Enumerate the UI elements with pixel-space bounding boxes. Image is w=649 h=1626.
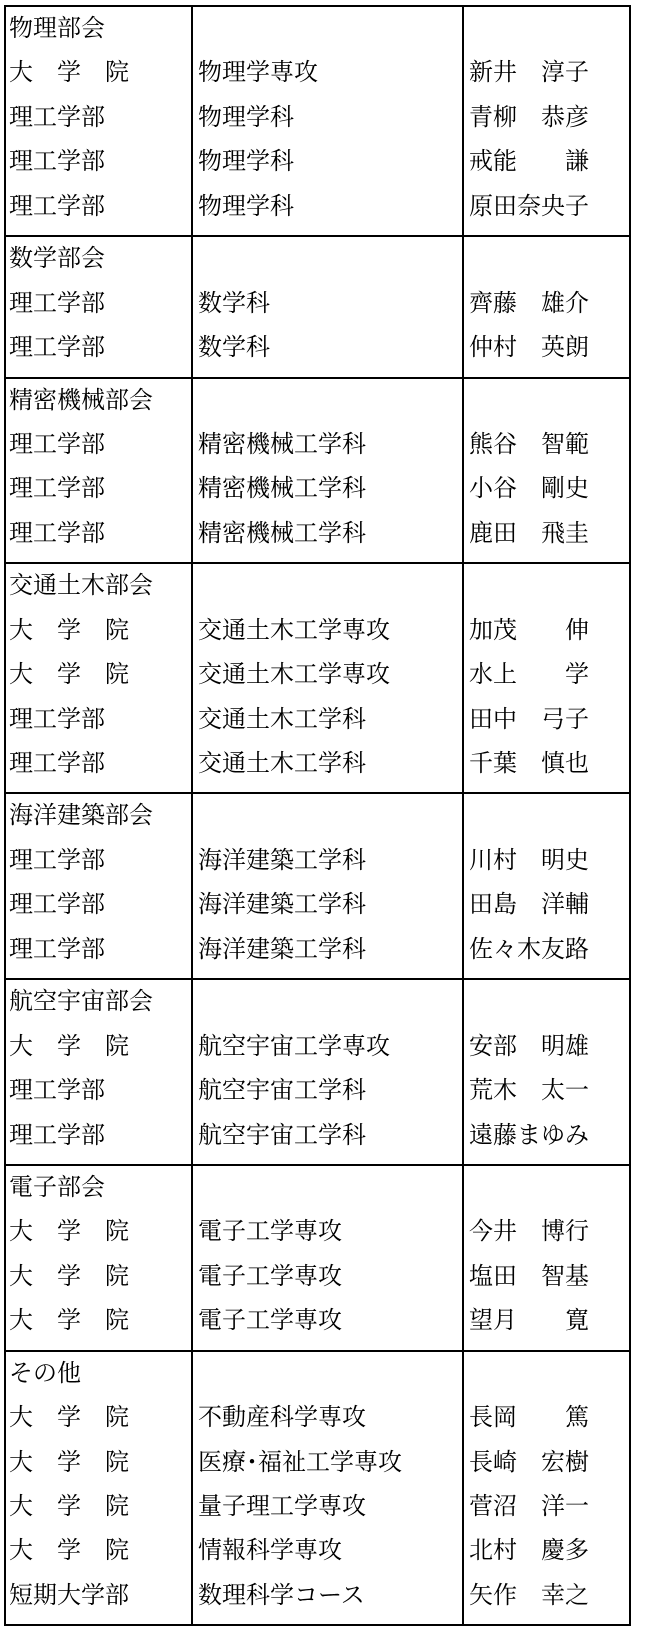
section-heading: 航空宇宙部会 [9, 987, 153, 1016]
member-name-cell: 菅沼 洋一 [469, 1492, 589, 1520]
department-cell: 数学科 [198, 288, 270, 317]
member-name-cell: 鹿田 飛圭 [469, 518, 589, 547]
faculty-column [4, 1352, 191, 1625]
department-column [191, 980, 462, 1164]
member-name-cell: 戒能 謙 [469, 147, 589, 176]
blank-cell [193, 798, 462, 842]
faculty-cell: 大 学 院 [9, 58, 129, 87]
member-name-cell: 望月 寛 [469, 1306, 589, 1335]
department-cell: 数学科 [198, 333, 270, 362]
faculty-cell: 大 学 院 [9, 660, 129, 689]
member-name-cell: 荒木 太一 [469, 1076, 589, 1105]
department-column [191, 1352, 462, 1625]
blank-cell [193, 984, 462, 1028]
member-name-cell: 長岡 篤 [469, 1403, 589, 1432]
faculty-cell: 理工学部 [9, 1120, 105, 1149]
blank-cell [193, 1356, 462, 1400]
blank-cell [193, 11, 462, 55]
member-name-cell: 加茂 伸 [469, 615, 589, 644]
department-cell: 物理学科 [198, 147, 294, 176]
faculty-cell: 大 学 院 [9, 1261, 129, 1290]
name-column [462, 794, 631, 978]
member-name-cell: 矢作 幸之 [469, 1580, 589, 1609]
faculty-cell: 理工学部 [9, 890, 105, 919]
faculty-column [4, 237, 191, 376]
faculty-column [4, 1166, 191, 1350]
faculty-cell: 理工学部 [9, 934, 105, 963]
department-cell: 交通土木工学専攻 [198, 615, 390, 644]
member-name-cell: 北村 慶多 [469, 1536, 589, 1565]
section-block [4, 794, 631, 980]
name-column [462, 1352, 631, 1625]
member-name-cell: 新井 淳子 [469, 58, 589, 87]
blank-cell [464, 383, 629, 427]
department-cell: 物理学専攻 [198, 58, 318, 87]
member-name-cell: 青柳 恭彦 [469, 102, 589, 131]
member-name-cell: 水上 学 [469, 660, 589, 689]
member-table [4, 5, 631, 1626]
department-cell: 海洋建築工学科 [198, 890, 366, 919]
faculty-column [4, 379, 191, 563]
section-heading: 精密機械部会 [9, 385, 153, 414]
section-heading: 電子部会 [9, 1172, 105, 1201]
department-column [191, 1166, 462, 1350]
blank-cell [464, 798, 629, 842]
faculty-cell: 大 学 院 [9, 1306, 129, 1335]
department-cell: 医療･福祉工学専攻 [198, 1447, 402, 1476]
department-cell: 海洋建築工学科 [198, 934, 366, 963]
name-column [462, 379, 631, 563]
section-block [4, 1166, 631, 1352]
member-name-cell: 千葉 慎也 [469, 749, 589, 777]
blank-cell [464, 568, 629, 612]
department-cell: 交通土木工学科 [198, 704, 366, 733]
faculty-column [4, 564, 191, 792]
member-name-cell: 安部 明雄 [469, 1031, 589, 1060]
section-heading: 海洋建築部会 [9, 801, 153, 830]
name-column [462, 980, 631, 1164]
department-cell: 精密機械工学科 [198, 474, 366, 503]
faculty-cell: 理工学部 [9, 147, 105, 176]
faculty-cell: 大 学 院 [9, 1217, 129, 1246]
department-cell: 航空宇宙工学科 [198, 1076, 366, 1105]
department-cell: 電子工学専攻 [198, 1261, 342, 1290]
name-column [462, 7, 631, 235]
faculty-cell: 理工学部 [9, 474, 105, 503]
faculty-cell: 理工学部 [9, 288, 105, 317]
faculty-cell: 理工学部 [9, 845, 105, 874]
department-cell: 物理学科 [198, 191, 294, 220]
blank-cell [193, 383, 462, 427]
section-block [4, 237, 631, 378]
member-name-cell: 遠藤まゆみ [469, 1120, 589, 1149]
blank-cell [193, 241, 462, 285]
member-name-cell: 川村 明史 [469, 845, 589, 874]
faculty-cell: 理工学部 [9, 518, 105, 547]
member-name-cell: 齊藤 雄介 [469, 288, 589, 317]
section-block [4, 7, 631, 237]
blank-cell [464, 1170, 629, 1214]
department-column [191, 379, 462, 563]
blank-cell [464, 241, 629, 285]
blank-cell [464, 984, 629, 1028]
faculty-cell: 大 学 院 [9, 1492, 129, 1520]
member-name-cell: 仲村 英朗 [469, 333, 589, 362]
faculty-cell: 大 学 院 [9, 1447, 129, 1476]
faculty-cell: 理工学部 [9, 191, 105, 220]
faculty-column [4, 7, 191, 235]
faculty-cell: 大 学 院 [9, 1403, 129, 1432]
faculty-cell: 理工学部 [9, 1076, 105, 1105]
department-cell: 量子理工学専攻 [198, 1492, 366, 1520]
section-heading: その他 [9, 1358, 81, 1387]
faculty-cell: 大 学 院 [9, 615, 129, 644]
member-name-cell: 小谷 剛史 [469, 474, 589, 503]
department-cell: 海洋建築工学科 [198, 845, 366, 874]
faculty-cell: 理工学部 [9, 333, 105, 362]
department-cell: 精密機械工学科 [198, 429, 366, 458]
blank-cell [464, 1356, 629, 1400]
faculty-cell: 大 学 院 [9, 1536, 129, 1565]
name-column [462, 564, 631, 792]
section-heading: 物理部会 [9, 14, 105, 42]
member-name-cell: 原田奈央子 [469, 191, 589, 220]
blank-cell [193, 1170, 462, 1214]
department-cell: 交通土木工学科 [198, 749, 366, 777]
department-column [191, 237, 462, 376]
member-name-cell: 田島 洋輔 [469, 890, 589, 919]
department-column [191, 7, 462, 235]
section-heading: 数学部会 [9, 244, 105, 273]
faculty-cell: 理工学部 [9, 749, 105, 777]
faculty-cell: 理工学部 [9, 704, 105, 733]
member-name-cell: 佐々木友路 [469, 934, 589, 963]
section-block [4, 379, 631, 565]
department-cell: 数理科学コース [198, 1580, 365, 1609]
department-cell: 電子工学専攻 [198, 1306, 342, 1335]
name-column [462, 1166, 631, 1350]
member-name-cell: 長崎 宏樹 [469, 1447, 589, 1476]
member-name-cell: 今井 博行 [469, 1217, 589, 1246]
member-name-cell: 熊谷 智範 [469, 429, 589, 458]
faculty-cell: 理工学部 [9, 429, 105, 458]
faculty-column [4, 980, 191, 1164]
department-cell: 情報科学専攻 [198, 1536, 342, 1565]
department-cell: 物理学科 [198, 102, 294, 131]
department-column [191, 794, 462, 978]
section-block [4, 980, 631, 1166]
section-heading: 交通土木部会 [9, 571, 153, 600]
name-column [462, 237, 631, 376]
department-cell: 精密機械工学科 [198, 518, 366, 547]
department-cell: 航空宇宙工学科 [198, 1120, 366, 1149]
faculty-cell: 大 学 院 [9, 1031, 129, 1060]
faculty-cell: 理工学部 [9, 102, 105, 131]
department-cell: 交通土木工学専攻 [198, 660, 390, 689]
faculty-column [4, 794, 191, 978]
blank-cell [193, 568, 462, 612]
department-cell: 電子工学専攻 [198, 1217, 342, 1246]
section-block [4, 564, 631, 794]
blank-cell [464, 11, 629, 55]
department-column [191, 564, 462, 792]
faculty-cell: 短期大学部 [9, 1580, 129, 1609]
department-cell: 不動産科学専攻 [198, 1403, 366, 1432]
member-name-cell: 塩田 智基 [469, 1261, 589, 1290]
department-cell: 航空宇宙工学専攻 [198, 1031, 390, 1060]
section-block [4, 1352, 631, 1626]
member-name-cell: 田中 弓子 [469, 704, 589, 733]
